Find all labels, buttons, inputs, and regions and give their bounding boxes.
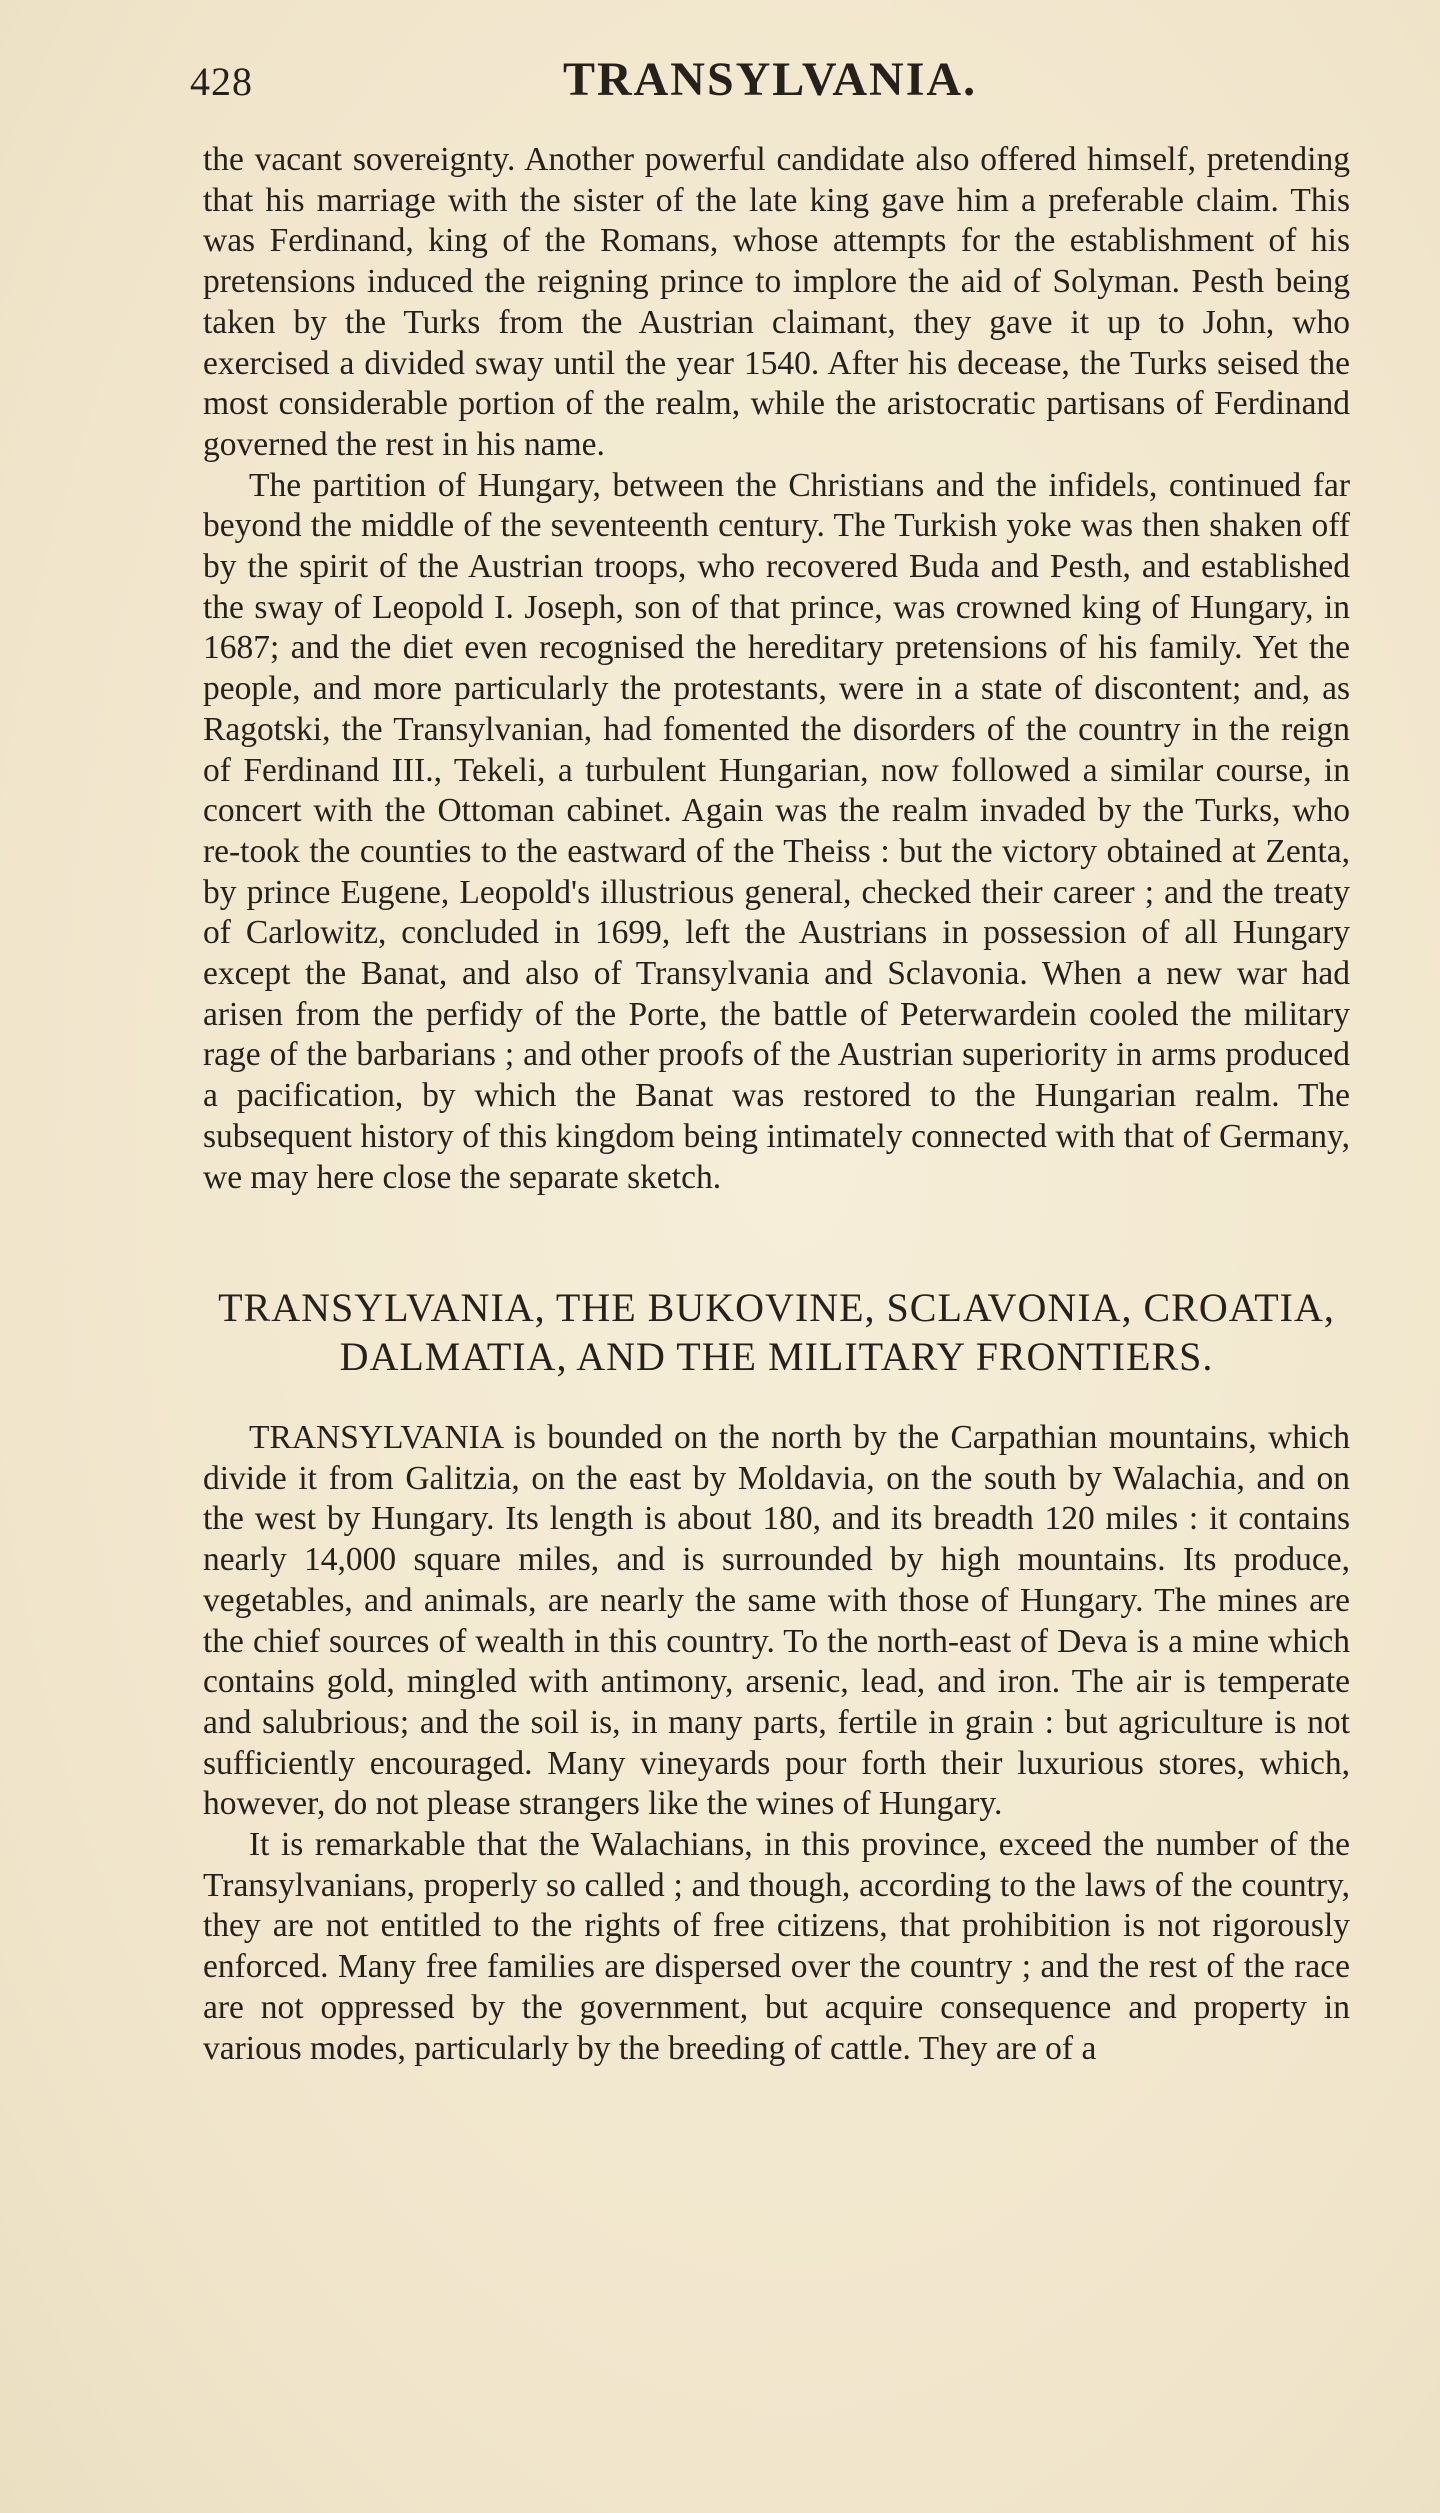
paragraph-transylvania-bounds: TRANSYLVANIA is bounded on the north by the Carpathian mountains, which divide it from Galitzia, on the east by Moldavia, on the south by Walachia, and on the west by Hungary. Its length is about 180, and its breadth 120 miles : it contains nearly 14,000 square miles, and is surrounded by high mountains. Its produce, vegetables, and animals, are nearly the same with those of Hungary. The mines are the chief sources of wealth in this country. To the north-east of Deva is a mine which contains gold, mingled with antimony, arsenic, lead, and iron. The air is temperate and salubrious; and the soil is, in many parts, fertile in grain : but agriculture is not sufficiently encouraged. Many vineyards pour forth their luxurious stores, which, however, do not please strangers like the wines of Hungary. (203, 1419, 1350, 1823)
page-number: 428 (190, 59, 253, 104)
section-heading: TRANSYLVANIA, THE BUKOVINE, SCLAVONIA, CROATIA, DALMATIA, AND THE MILITARY FRONTIERS. (218, 1285, 1335, 1379)
body-text-upper (203, 140, 1350, 1198)
body-text-lower (203, 1418, 1350, 2069)
page-header (190, 48, 1350, 118)
paragraph-partition: The partition of Hungary, between the Christians and the infidels, continued far beyond the middle of the seventeenth century. The Turkish yoke was then shaken off by the spirit of the Austrian troops, who recovered Buda and Pesth, and established the sway of Leopold I. Joseph, son of that prince, was crowned king of Hungary, in 1687; and the diet even recognised the hereditary pretensions of his family. Yet the people, and more particularly the protestants, were in a state of discontent; and, as Ragotski, the Transylvanian, had fomented the disorders of the country in the reign of Ferdinand III., Tekeli, a turbulent Hungarian, now followed a similar course, in concert with the Ottoman cabinet. Again was the realm invaded by the Turks, who re-took the counties to the eastward of the Theiss : but the victory obtained at Zenta, by prince Eugene, Leopold's illustrious general, checked their career ; and the treaty of Carlowitz, concluded in 1699, left the Austrians in possession of all Hungary except the Banat, and also of Transylvania and Sclavonia. When a new war had arisen from the perfidy of the Porte, the battle of Peterwardein cooled the military rage of the barbarians ; and other proofs of the Austrian superiority in arms produced a pacification, by which the Banat was restored to the Hungarian realm. The subsequent history of this kingdom being intimately connected with that of Germany, we may here close the separate sketch. (203, 466, 1350, 1196)
paragraph-walachians: It is remarkable that the Walachians, in this province, exceed the number of the Transylvanians, properly so called ; and though, according to the laws of the country, they are not entitled to the rights of free citizens, that prohibition is not rigorously enforced. Many free families are dispersed over the country ; and the rest of the race are not oppressed by the government, but acquire consequence and property in various modes, particularly by the breeding of cattle. They are of a (203, 1826, 1350, 2067)
running-title: TRANSYLVANIA. (562, 53, 978, 106)
paragraph-continued: the vacant sovereignty. Another powerful candidate also offered himself, pretending that his marriage with the sister of the late king gave him a preferable claim. This was Ferdinand, king of the Romans, whose attempts for the establishment of his pretensions induced the reigning prince to implore the aid of Solyman. Pesth being taken by the Turks from the Austrian claimant, they gave it up to John, who exercised a divided sway until the year 1540. After his decease, the Turks seised the most considerable portion of the realm, while the aristocratic partisans of Ferdinand governed the rest in his name. (203, 141, 1350, 463)
